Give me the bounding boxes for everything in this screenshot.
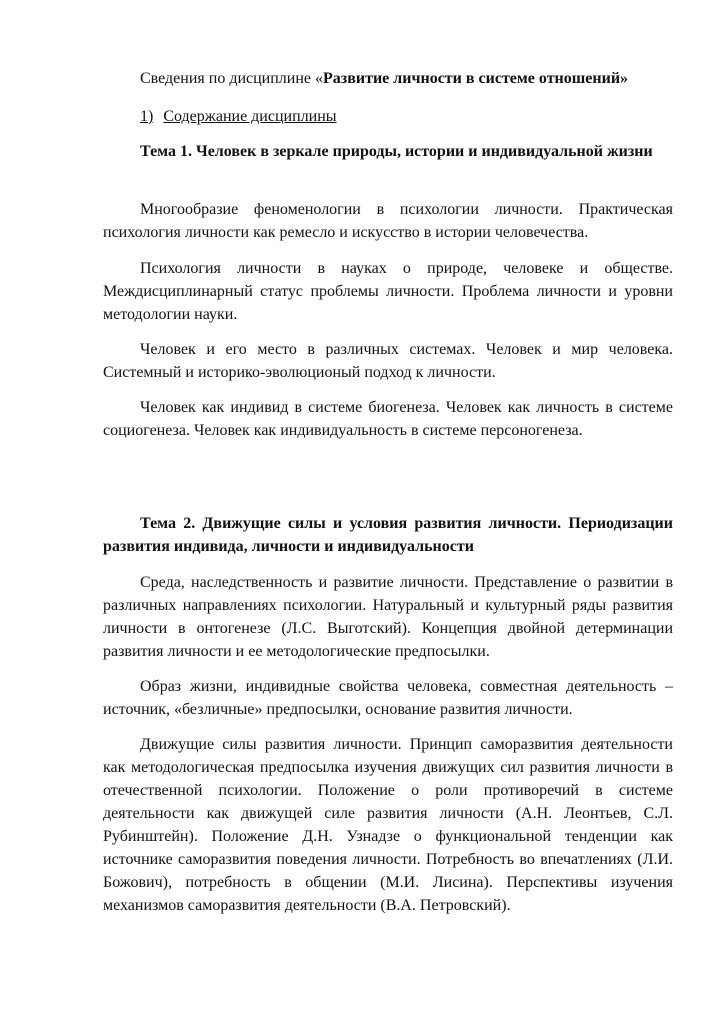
section-heading xyxy=(140,105,337,128)
topic-1-paragraph: Многообразие феноменологии в психологии личности. Практическая психология личности как ремесло и искусство в истории человечества. xyxy=(103,201,673,241)
title-prefix: Сведения по дисциплине « xyxy=(140,70,324,87)
topic-1-paragraph: Человек как индивид в системе биогенеза. Человек как личность в системе социогенеза. Человек как индивидуальность в системе персоногенеза. xyxy=(103,399,673,439)
section-number: 1) xyxy=(140,108,154,125)
topic-2-heading: Тема 2. Движущие силы и условия развития личности. Периодизации развития индивида, личности и индивидуальности xyxy=(103,515,673,555)
discipline-name: Развитие личности в системе отношений» xyxy=(323,70,629,87)
topic-2-paragraph: Среда, наследственность и развитие личности. Представление о развитии в различных направлениях психологии. Натуральный и культурный ряды развития личности в онтогенезе (Л.С. Выготский). Концепция двойной детерминации развития личности и ее методологические предпосылки. xyxy=(103,574,673,660)
topic-2-paragraph: Движущие силы развития личности. Принцип саморазвития деятельности как методологическая предпосылка изучения движущих сил развития личности в отечественной психологии. Положение о роли противоречий в системе деятельности как движущей силе развития личности (А.Н. Леонтьев, С.Л. Рубинштейн). Положение Д.Н. Узнадзе о функциональной тенденции как источнике саморазвития поведения личности. Потребность во впечатлениях (Л.И. Божович), потребность в общении (М.И. Лисина). Перспективы изучения механизмов саморазвития деятельности (В.А. Петровский). xyxy=(103,736,673,914)
topic-1-heading: Тема 1. Человек в зеркале природы, истории и индивидуальной жизни xyxy=(140,143,653,160)
section-label: Содержание дисциплины xyxy=(163,108,337,125)
topic-2-paragraph: Образ жизни, индивидные свойства человека, совместная деятельность – источник, «безличные» предпосылки, основание развития личности. xyxy=(103,678,673,718)
topic-1-paragraph: Человек и его место в различных системах. Человек и мир человека. Системный и историко-эволюционый подход к личности. xyxy=(103,341,673,381)
document-title xyxy=(103,67,673,90)
topic-1-paragraph: Психология личности в науках о природе, человеке и обществе. Междисциплинарный статус проблемы личности. Проблема личности и уровни методологии науки. xyxy=(103,260,673,323)
